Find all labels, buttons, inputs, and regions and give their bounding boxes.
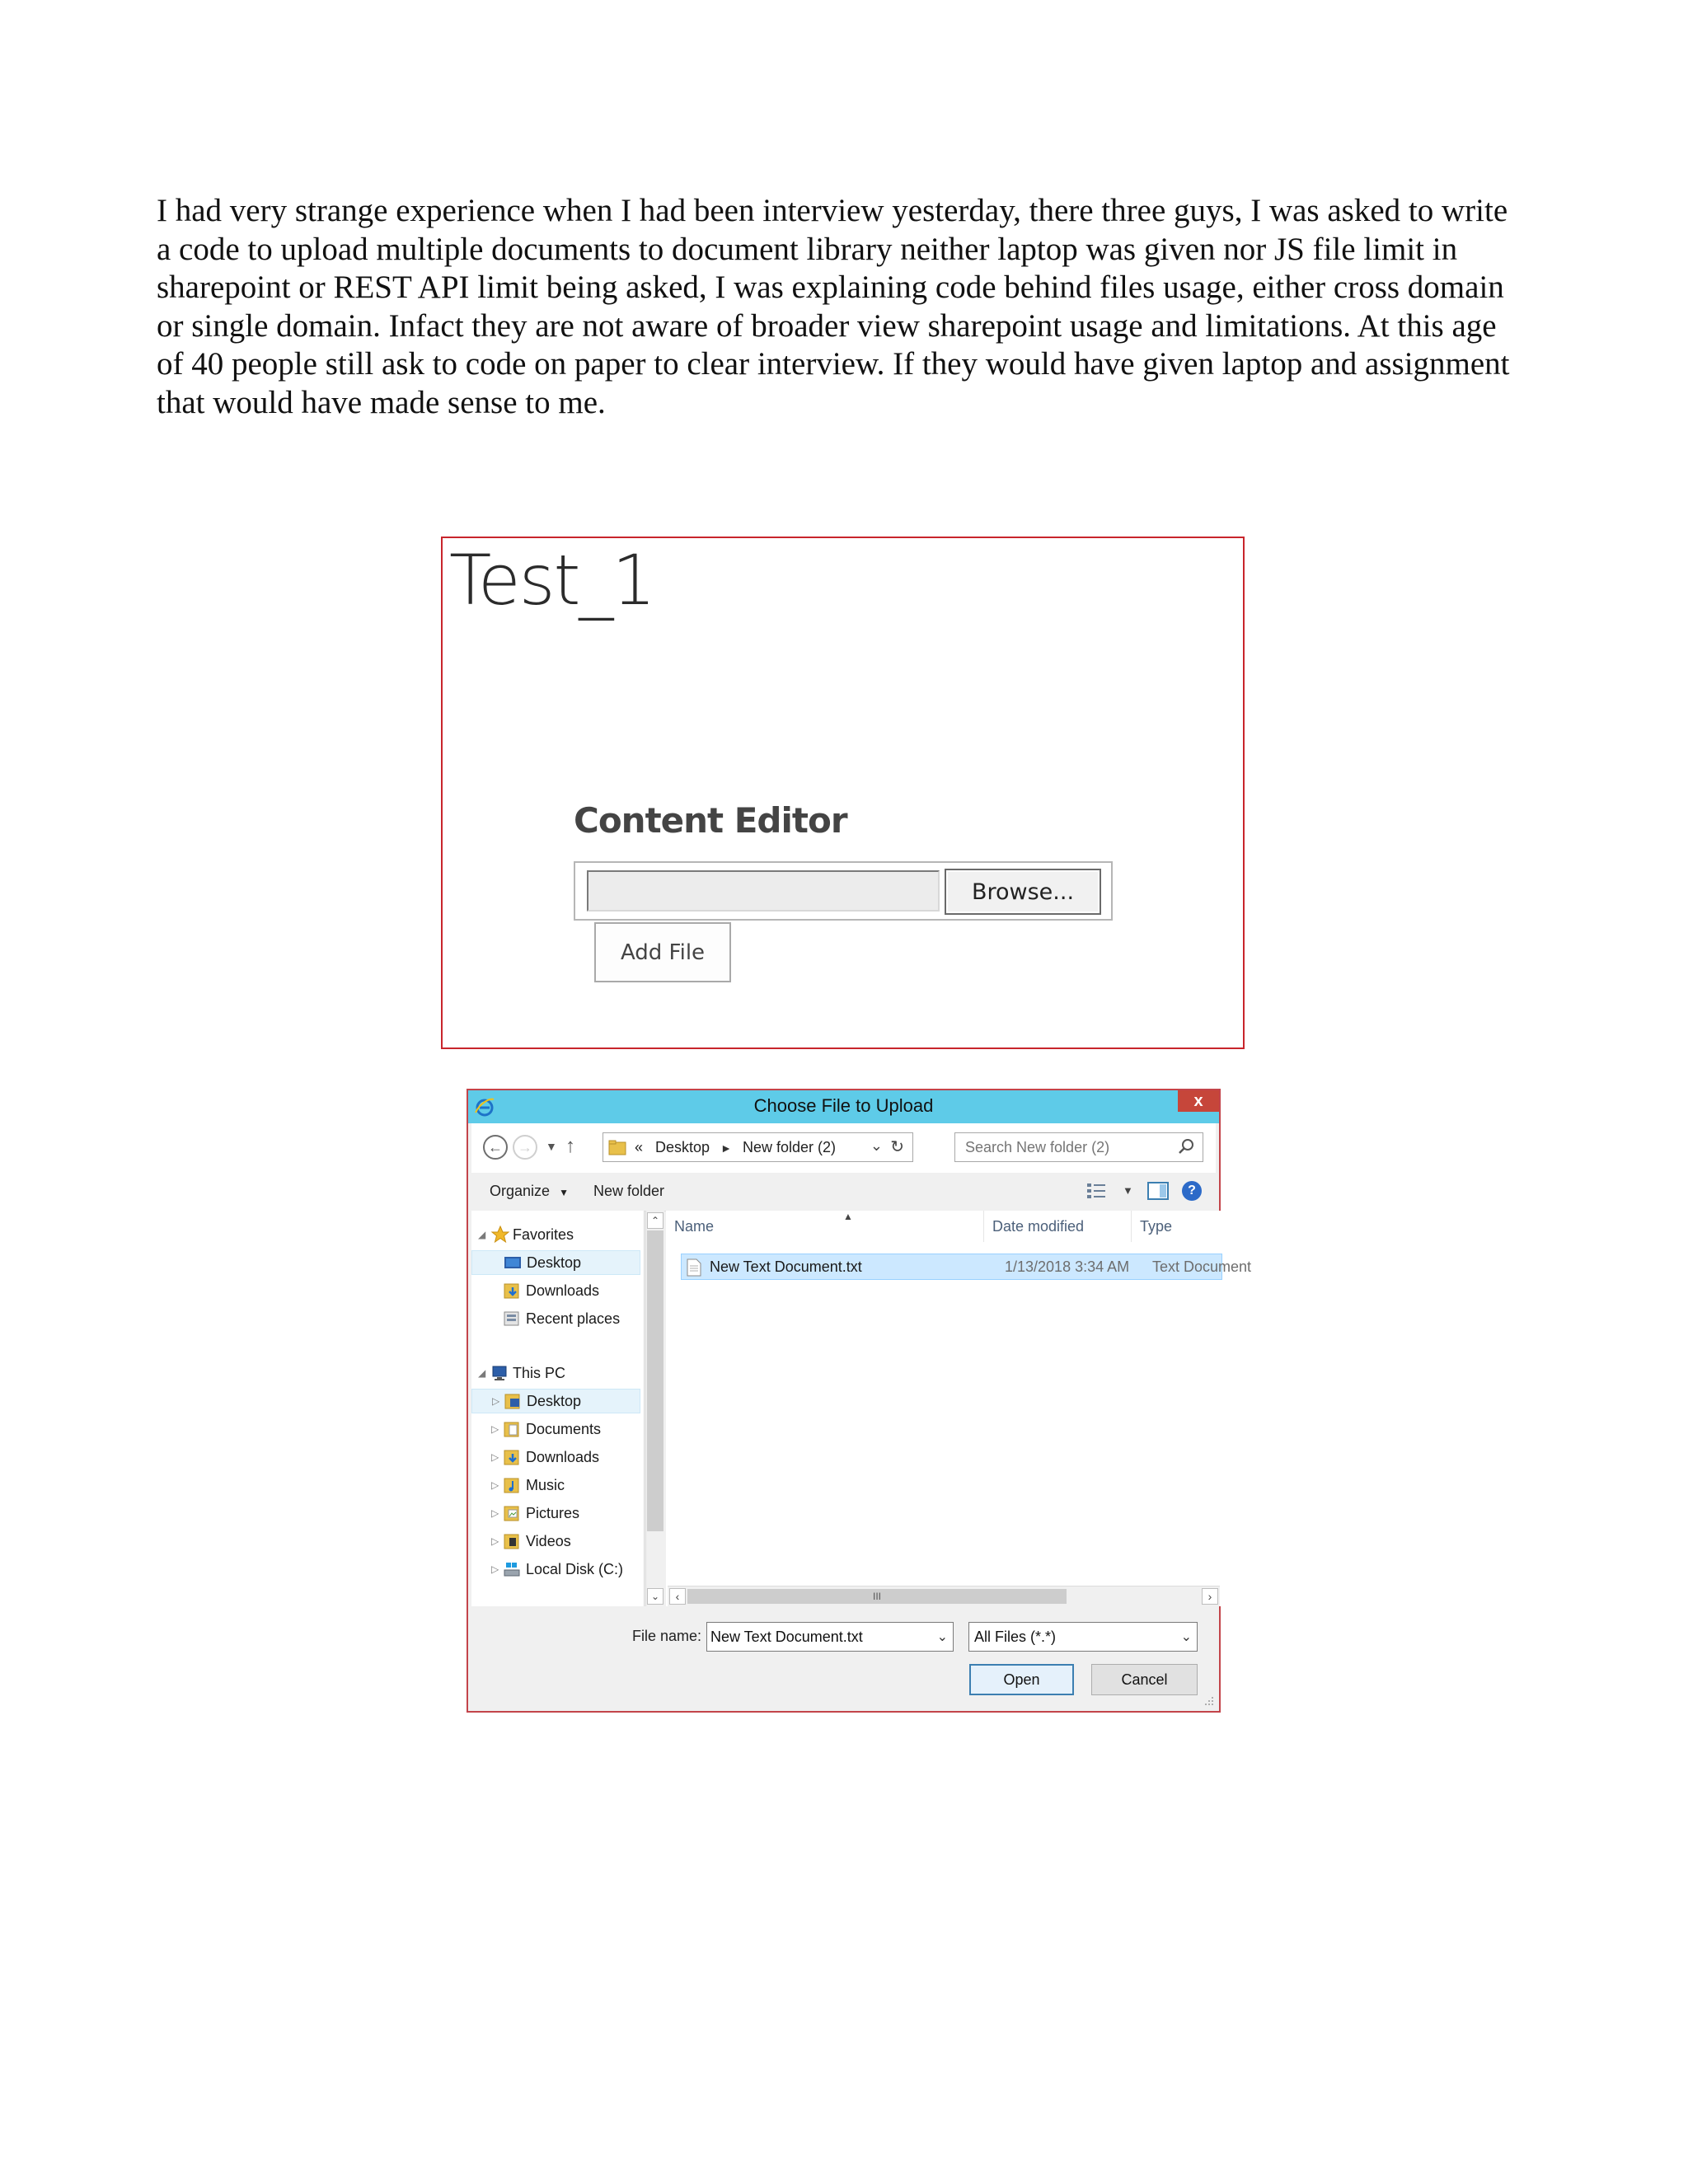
choose-file-dialog [467,1089,1252,1713]
file-name-input[interactable]: New Text Document.txt [710,1629,863,1645]
nav-pc-music[interactable] [471,1473,640,1497]
browse-button[interactable]: Browse... [945,869,1101,915]
nav-pc-videos[interactable] [471,1529,640,1554]
resize-grip-icon[interactable] [1203,1694,1214,1706]
expand-arrow-icon[interactable]: ▷ [491,1423,499,1435]
address-dropdown-icon[interactable]: ⌄ [870,1137,883,1154]
address-prefix: « [635,1139,644,1155]
webpart-title: Content Editor [574,800,847,841]
file-type: Text Document [1152,1258,1252,1275]
scroll-right-arrow-icon[interactable]: › [1202,1588,1218,1605]
pictures-folder-icon [503,1504,521,1522]
column-header-date-modified[interactable]: Date modified [984,1211,1132,1242]
downloads-folder-icon [503,1282,521,1300]
file-date-modified: 1/13/2018 3:34 AM [1005,1258,1130,1275]
file-name-label: File name: [632,1628,702,1644]
nav-label: Music [526,1476,565,1493]
refresh-icon[interactable]: ↻ [890,1138,904,1156]
nav-favorites[interactable] [471,1222,640,1247]
change-view-icon[interactable] [1085,1181,1109,1201]
preview-pane-icon[interactable] [1147,1181,1169,1201]
file-list [666,1211,1252,1606]
organize-label: Organize [490,1183,551,1199]
nav-label: This PC [513,1364,566,1381]
nav-label: Recent places [526,1310,621,1327]
music-folder-icon [503,1476,521,1494]
close-button[interactable]: x [1178,1090,1219,1112]
nav-favorites-recent-places[interactable] [471,1306,640,1331]
nav-label: Downloads [526,1282,600,1299]
file-name: New Text Document.txt [710,1258,862,1275]
file-upload-control [574,861,1113,921]
dialog-title: Choose File to Upload [753,1095,934,1116]
nav-label: Documents [526,1420,602,1437]
search-input[interactable] [954,1132,1203,1162]
nav-pc-documents[interactable] [471,1417,640,1441]
documents-folder-icon [503,1420,521,1438]
help-icon[interactable]: ? [1182,1181,1202,1201]
sharepoint-page-capture [441,537,1245,1049]
organize-menu[interactable] [490,1183,569,1200]
breadcrumb-separator-icon[interactable]: ► [720,1141,732,1155]
expand-arrow-icon[interactable]: ▷ [491,1451,499,1463]
dialog-body [471,1123,1252,1708]
nav-pc-local-disk[interactable] [471,1557,640,1582]
computer-icon [491,1364,509,1382]
nav-label: Videos [526,1532,571,1549]
nav-this-pc[interactable] [471,1361,640,1385]
scroll-left-arrow-icon[interactable]: ‹ [669,1588,686,1605]
expand-arrow-icon[interactable]: ▷ [492,1395,500,1407]
navigation-pane [471,1211,645,1606]
nav-label: Downloads [526,1448,600,1465]
nav-pane-scrollbar[interactable] [645,1211,664,1606]
page-title: Test_1 [449,540,654,621]
chevron-down-icon: ▼ [559,1187,569,1198]
up-arrow-icon[interactable]: ↑ [565,1135,575,1157]
nav-pc-downloads[interactable] [471,1445,640,1469]
search-icon[interactable] [1177,1137,1195,1155]
scrollbar-thumb[interactable] [647,1230,663,1531]
command-toolbar [471,1173,1216,1212]
sort-ascending-icon: ▲ [843,1211,853,1222]
new-folder-button[interactable]: New folder [593,1183,665,1199]
collapse-arrow-icon[interactable]: ◢ [478,1367,486,1379]
recent-locations-dropdown-icon[interactable]: ▼ [546,1140,557,1153]
cancel-button[interactable]: Cancel [1091,1664,1198,1695]
file-name-combobox[interactable] [706,1622,954,1652]
address-bar[interactable] [603,1132,913,1162]
recent-places-icon [503,1310,521,1328]
folder-icon [608,1138,626,1156]
file-list-horizontal-scrollbar[interactable] [668,1586,1220,1606]
breadcrumb-desktop[interactable]: Desktop [655,1139,710,1155]
intro-paragraph: I had very strange experience when I had been interview yesterday, there three guys, I was asked to write a code to upload multiple documents to document library neither laptop was given nor JS file limit in sharepoint or REST API limit being asked, I was explaining code behind files usage, either cross domain or single domain. Infact they are not aware of broader view sharepoint usage and limitations. At this age of 40 people still ask to code on paper to clear interview. If they would have given laptop and assignment that would have made sense to me. [157,193,1510,420]
nav-favorites-downloads[interactable] [471,1278,640,1303]
column-header-name[interactable]: Name [666,1211,984,1242]
add-file-button[interactable]: Add File [594,922,731,982]
expand-arrow-icon[interactable]: ▷ [491,1507,499,1519]
nav-label: Local Disk (C:) [526,1560,624,1577]
star-icon [491,1226,509,1244]
desktop-folder-icon [504,1392,522,1410]
column-header-type[interactable]: Type [1140,1217,1173,1235]
view-options-dropdown-icon[interactable]: ▼ [1123,1184,1133,1197]
dialog-titlebar[interactable] [468,1090,1219,1123]
nav-label: Pictures [526,1504,580,1521]
expand-arrow-icon[interactable]: ▷ [491,1563,499,1575]
file-row[interactable] [681,1254,1252,1280]
desktop-icon [504,1254,522,1272]
local-disk-icon [503,1560,521,1578]
expand-arrow-icon[interactable]: ▷ [491,1479,499,1491]
nav-label: Favorites [513,1226,574,1243]
file-path-input[interactable] [587,870,940,912]
text-file-icon [687,1258,701,1277]
file-type-filter-value: All Files (*.*) [974,1629,1057,1645]
nav-pc-desktop[interactable] [471,1389,640,1413]
file-type-filter-select[interactable] [968,1622,1198,1652]
scroll-down-arrow-icon[interactable]: ⌄ [647,1588,663,1605]
breadcrumb-new-folder[interactable]: New folder (2) [742,1139,837,1155]
back-button[interactable]: ← [483,1135,508,1160]
scroll-up-arrow-icon[interactable]: ⌃ [647,1212,663,1229]
open-button[interactable]: Open [969,1664,1074,1695]
nav-label: Desktop [527,1254,582,1271]
expand-arrow-icon[interactable]: ▷ [491,1535,499,1547]
scrollbar-thumb[interactable]: III [687,1589,1067,1604]
chevron-down-icon[interactable]: ⌄ [1180,1630,1192,1644]
chevron-down-icon[interactable]: ⌄ [936,1630,948,1644]
nav-pc-pictures[interactable] [471,1501,640,1526]
navigation-bar [471,1123,1216,1173]
collapse-arrow-icon[interactable]: ◢ [478,1229,486,1240]
downloads-folder-icon [503,1448,521,1466]
videos-folder-icon [503,1532,521,1550]
nav-label: Desktop [527,1392,582,1409]
nav-favorites-desktop[interactable] [471,1250,640,1275]
forward-button[interactable]: → [513,1135,537,1160]
